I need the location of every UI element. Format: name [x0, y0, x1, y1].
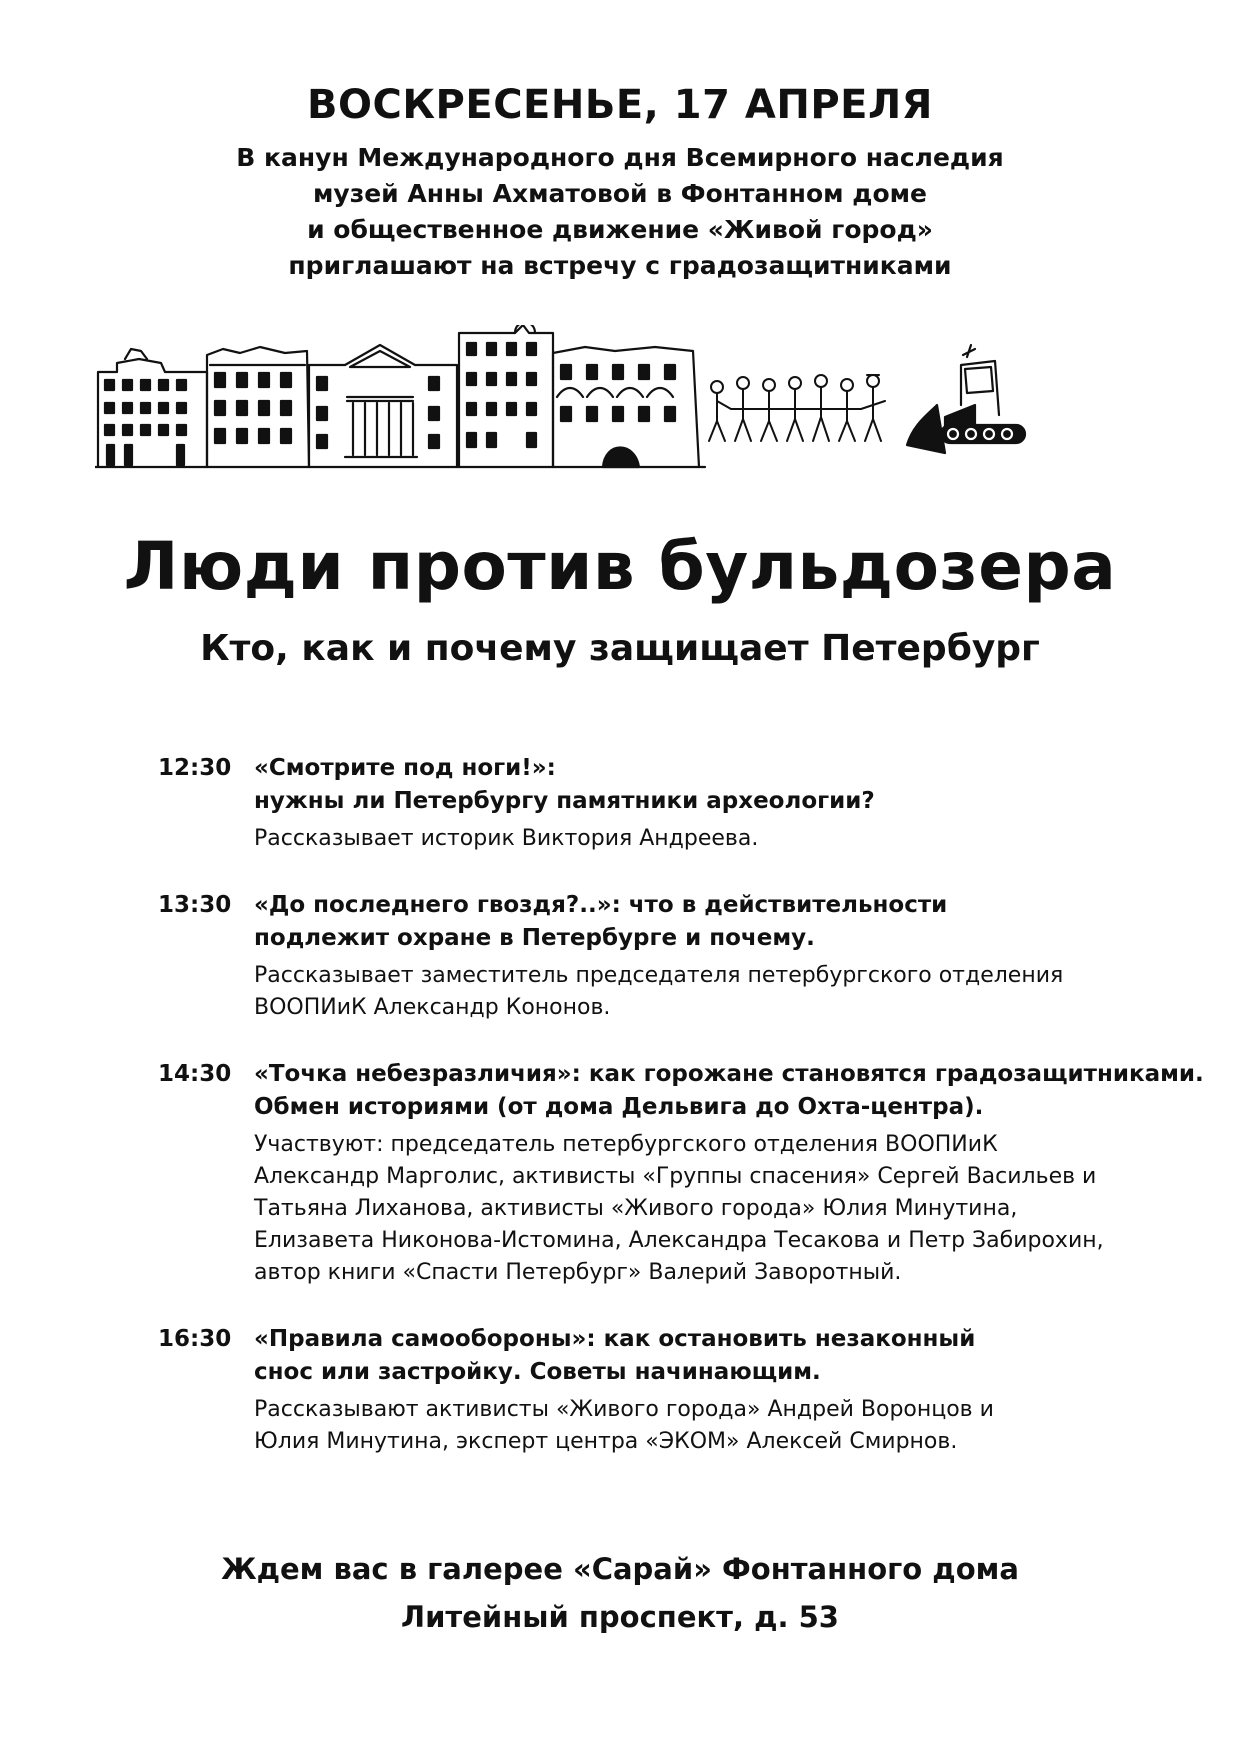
talk-title-line: снос или застройку. Советы начинающим. — [254, 1359, 821, 1385]
program-list — [158, 752, 1204, 1492]
building-icon — [309, 345, 457, 467]
intro-line: музей Анны Ахматовой в Фонтанном доме — [312, 179, 928, 208]
talk-description-line: Рассказывает заместитель председателя петербургского отделения — [254, 963, 1064, 988]
program-item — [158, 889, 1158, 1024]
talk-description — [254, 1394, 1158, 1458]
bulldozer-icon — [907, 345, 1025, 453]
intro-text — [0, 140, 1240, 284]
talk-description-line: Татьяна Лиханова, активисты «Живого города» Юлия Минутина, — [254, 1196, 1018, 1221]
talk-title-line: подлежит охране в Петербурге и почему. — [254, 925, 815, 951]
footer — [0, 1545, 1240, 1641]
talk-description-line: автор книги «Спасти Петербург» Валерий Заворотный. — [254, 1260, 902, 1285]
talk-title-line: нужны ли Петербургу памятники археологии? — [254, 788, 875, 814]
talk-description-line: Рассказывает историк Виктория Андреева. — [254, 826, 759, 851]
program-item — [158, 1058, 1204, 1289]
intro-line: приглашают на встречу с градозащитниками — [288, 251, 952, 280]
talk-description — [254, 960, 1158, 1024]
event-date: ВОСКРЕСЕНЬЕ, 17 АПРЕЛЯ — [307, 82, 933, 128]
talk-title — [254, 752, 1158, 818]
program-item — [158, 752, 1158, 855]
building-icon — [207, 347, 309, 467]
intro-line: В канун Международного дня Всемирного наследия — [236, 143, 1004, 172]
talk-description-line: Рассказывают активисты «Живого города» Андрей Воронцов и — [254, 1397, 994, 1422]
talk-title — [254, 1323, 1158, 1389]
talk-description — [254, 1129, 1204, 1289]
talk-description-line: Александр Марголис, активисты «Группы спасения» Сергей Васильев и — [254, 1164, 1097, 1189]
program-time: 12:30 — [158, 755, 232, 781]
page-subtitle: Кто, как и почему защищает Петербург — [200, 628, 1040, 669]
skyline-illustration — [95, 325, 1145, 490]
talk-description-line: ВООПИиК Александр Кононов. — [254, 995, 611, 1020]
building-icon — [459, 325, 553, 467]
program-time: 14:30 — [158, 1061, 232, 1087]
talk-description-line: Елизавета Никонова-Истомина, Александра Тесакова и Петр Забирохин, — [254, 1228, 1104, 1253]
talk-description-line: Юлия Минутина, эксперт центра «ЭКОМ» Алексей Смирнов. — [254, 1429, 958, 1454]
header — [0, 82, 1240, 284]
program-time: 16:30 — [158, 1326, 232, 1352]
talk-title-line: «Смотрите под ноги!»: — [254, 755, 556, 781]
building-icon — [553, 347, 699, 467]
page-title: Люди против бульдозера — [123, 528, 1117, 605]
talk-title-line: «До последнего гвоздя?..»: что в действительности — [254, 892, 948, 918]
talk-title-line: Обмен историями (от дома Дельвига до Охта-центра). — [254, 1094, 984, 1120]
address-line: Литейный проспект, д. 53 — [401, 1600, 839, 1634]
building-icon — [98, 349, 207, 467]
people-icon — [709, 375, 885, 441]
talk-title-line: «Правила самообороны»: как остановить незаконный — [254, 1326, 976, 1352]
venue-line: Ждем вас в галерее «Сарай» Фонтанного дома — [221, 1552, 1019, 1586]
talk-title — [254, 889, 1158, 955]
talk-description-line: Участвуют: председатель петербургского отделения ВООПИиК — [254, 1132, 998, 1157]
talk-title — [254, 1058, 1204, 1124]
intro-line: и общественное движение «Живой город» — [307, 215, 933, 244]
talk-title-line: «Точка небезразличия»: как горожане становятся градозащитниками. — [254, 1061, 1204, 1087]
program-item — [158, 1323, 1158, 1458]
program-time: 13:30 — [158, 892, 232, 918]
talk-description — [254, 823, 1158, 855]
